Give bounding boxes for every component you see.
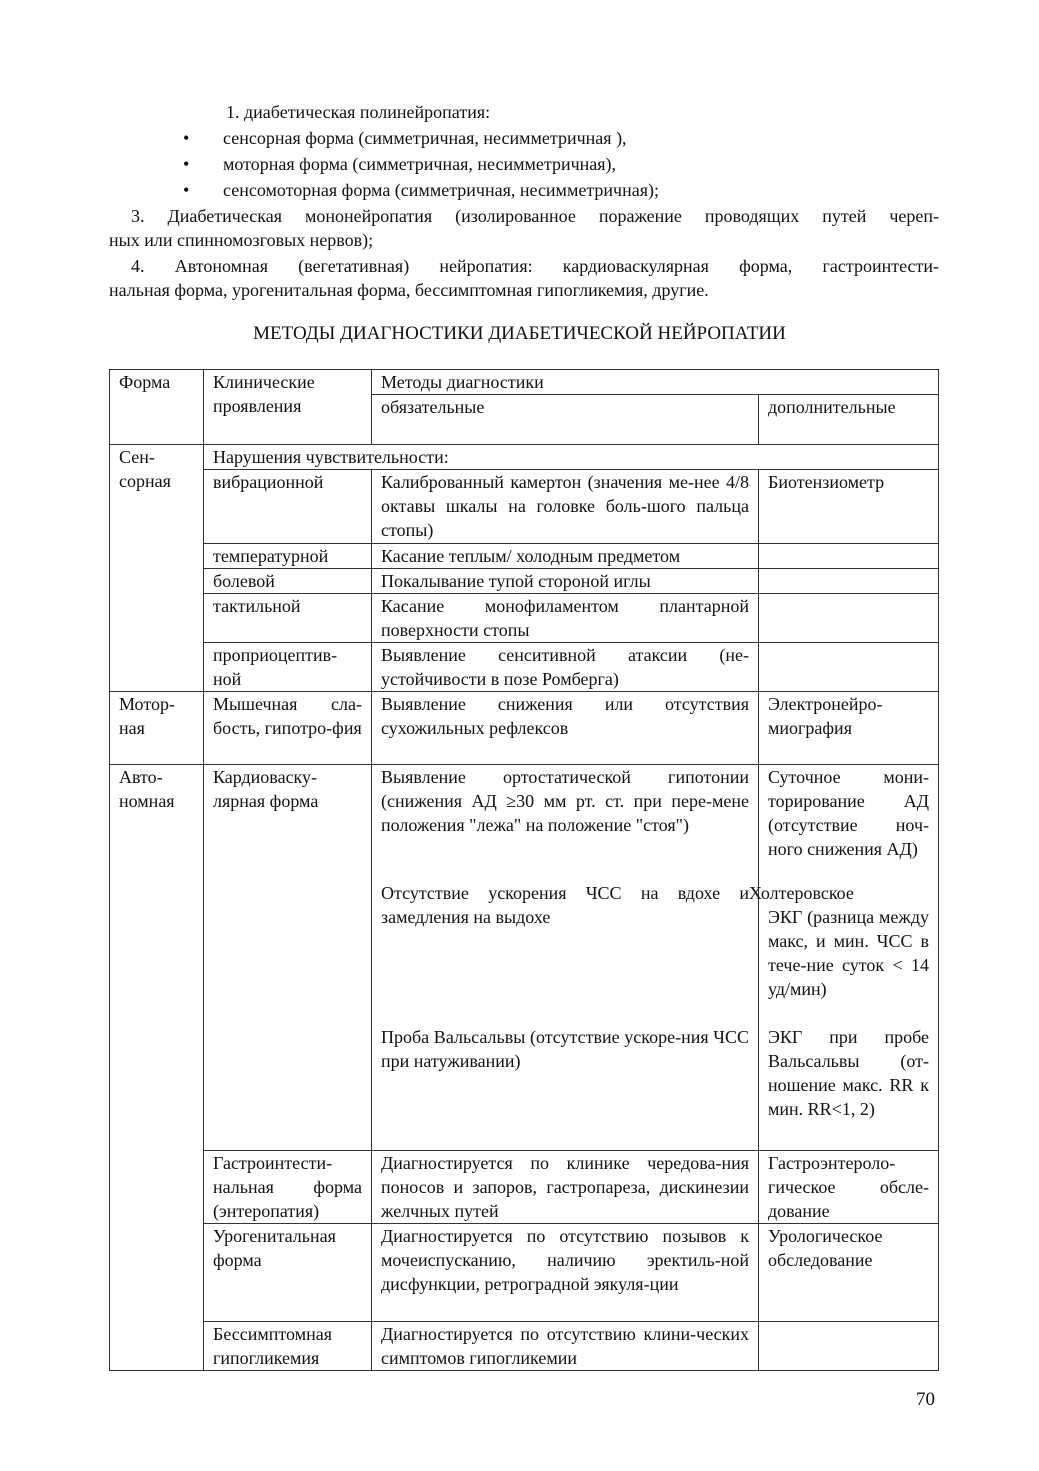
header-clinic: Клинические проявления [204, 370, 372, 445]
list-item-4-line1: 4. Автономная (вегетативная) нейропатия: кардиоваскулярная форма, гастроинтести- [131, 256, 939, 276]
method-pain: Покалывание тупой стороной иглы [372, 569, 759, 594]
bullet-icon: • [183, 154, 190, 174]
method-hypo: Диагностируется по отсутствию клини-ческих симптомов гипогликемии [372, 1322, 759, 1371]
method-cardio-valsalva: Проба Вальсальвы (отсутствие ускоре-ния ЧСС при натуживании) [381, 1027, 749, 1071]
diagnostics-table [109, 369, 939, 1371]
bullet-item: сенсорная форма (симметричная, несимметричная ), [223, 128, 627, 148]
method-vibration: Калиброванный камертон (значения ме-нее 4/8 октавы шкалы на головке боль-шого пальца стопы) [372, 470, 759, 544]
additional-cardio-valsalva: ЭКГ при пробе Вальсальвы (от-ношение макс. RR к мин. RR<1, 2) [768, 1027, 930, 1119]
additional-cardio-abpm: Суточное мони-торирование АД (отсутствие ноч-ного снижения АД) [768, 767, 930, 859]
clinic-hypo: Бессимптомная гипогликемия [204, 1322, 372, 1371]
method-gastro: Диагностируется по клинике чередова-ния поносов и запоров, гастропареза, дискинезии желчных путей [372, 1151, 759, 1224]
additional-tactile [759, 594, 939, 643]
method-cardio-orthostatic: Выявление ортостатической гипотонии (снижения АД ≥30 мм рт. ст. при пере-мене положения "лежа" на положение "стоя") [381, 767, 749, 835]
form-motor: Мотор-ная [110, 692, 204, 765]
additional-temperature [759, 544, 939, 569]
clinic-gastro: Гастроинтести-нальная форма (энтеропатия) [204, 1151, 372, 1224]
clinic-proprioceptive: проприоцептив-ной [204, 643, 372, 692]
additional-cardio-holter: ЭКГ (разница между макс, и мин. ЧСС в тече-ние суток < 14 уд/мин) [768, 907, 930, 999]
additional-cardio-holter-first: Холтеровское [749, 883, 854, 903]
form-autonomic: Авто-номная [110, 765, 204, 1371]
header-additional: дополнительные [759, 395, 939, 445]
additional-gastro: Гастроэнтероло-гическое обсле-дование [759, 1151, 939, 1224]
form-sensory: Сен-сорная [110, 445, 204, 692]
bullet-icon: • [183, 180, 190, 200]
additional-cardio [749, 765, 939, 1151]
additional-hypo [759, 1322, 939, 1371]
method-temperature: Касание теплым/ холодным предметом [372, 544, 759, 569]
bullet-item: моторная форма (симметричная, несимметричная), [223, 154, 617, 174]
method-cardio [372, 765, 759, 1151]
additional-vibration: Биотензиометр [759, 470, 939, 544]
method-motor: Выявление снижения или отсутствия сухожильных рефлексов [372, 692, 759, 765]
method-cardio-hr: Отсутствие ускорения ЧСС на вдохе и замедления на выдохе [381, 883, 749, 927]
header-form: Форма [110, 370, 204, 445]
bullet-item: сенсомоторная форма (симметричная, несимметричная); [223, 180, 659, 200]
header-mandatory: обязательные [372, 395, 759, 445]
list-item-3-line2: ных или спинномозговых нервов); [109, 230, 374, 250]
method-proprioceptive: Выявление сенситивной атаксии (не-устойчивости в позе Ромберга) [372, 643, 759, 692]
list-item-3-line1: 3. Диабетическая мононейропатия (изолированное поражение проводящих путей череп- [131, 206, 939, 226]
method-uro: Диагностируется по отсутствию позывов к мочеиспусканию, наличию эректиль-ной дисфункции, ретроградной эякуля-ции [372, 1224, 759, 1322]
bullet-icon: • [183, 128, 190, 148]
method-tactile: Касание монофиламентом плантарной поверхности стопы [372, 594, 759, 643]
clinic-uro: Урогенитальная форма [204, 1224, 372, 1322]
additional-motor: Электронейро-миография [759, 692, 939, 765]
list-item-4-line2: нальная форма, урогенитальная форма, бессимптомная гипогликемия, другие. [109, 280, 709, 300]
page-title: МЕТОДЫ ДИАГНОСТИКИ ДИАБЕТИЧЕСКОЙ НЕЙРОПАТИИ [253, 323, 786, 344]
header-methods: Методы диагностики [372, 370, 939, 395]
clinic-temperature: температурной [204, 544, 372, 569]
clinic-vibration: вибрационной [204, 470, 372, 544]
clinic-cardio: Кардиоваску-лярная форма [204, 765, 372, 1151]
additional-uro: Урологическое обследование [759, 1224, 939, 1322]
additional-pain [759, 569, 939, 594]
clinic-pain: болевой [204, 569, 372, 594]
page-number: 70 [916, 1389, 935, 1410]
additional-proprioceptive [759, 643, 939, 692]
clinic-tactile: тактильной [204, 594, 372, 643]
clinic-motor: Мышечная сла-бость, гипотро-фия [204, 692, 372, 765]
sensitivity-heading: Нарушения чувствительности: [204, 445, 939, 470]
list-item-1: 1. диабетическая полинейропатия: [226, 102, 491, 122]
